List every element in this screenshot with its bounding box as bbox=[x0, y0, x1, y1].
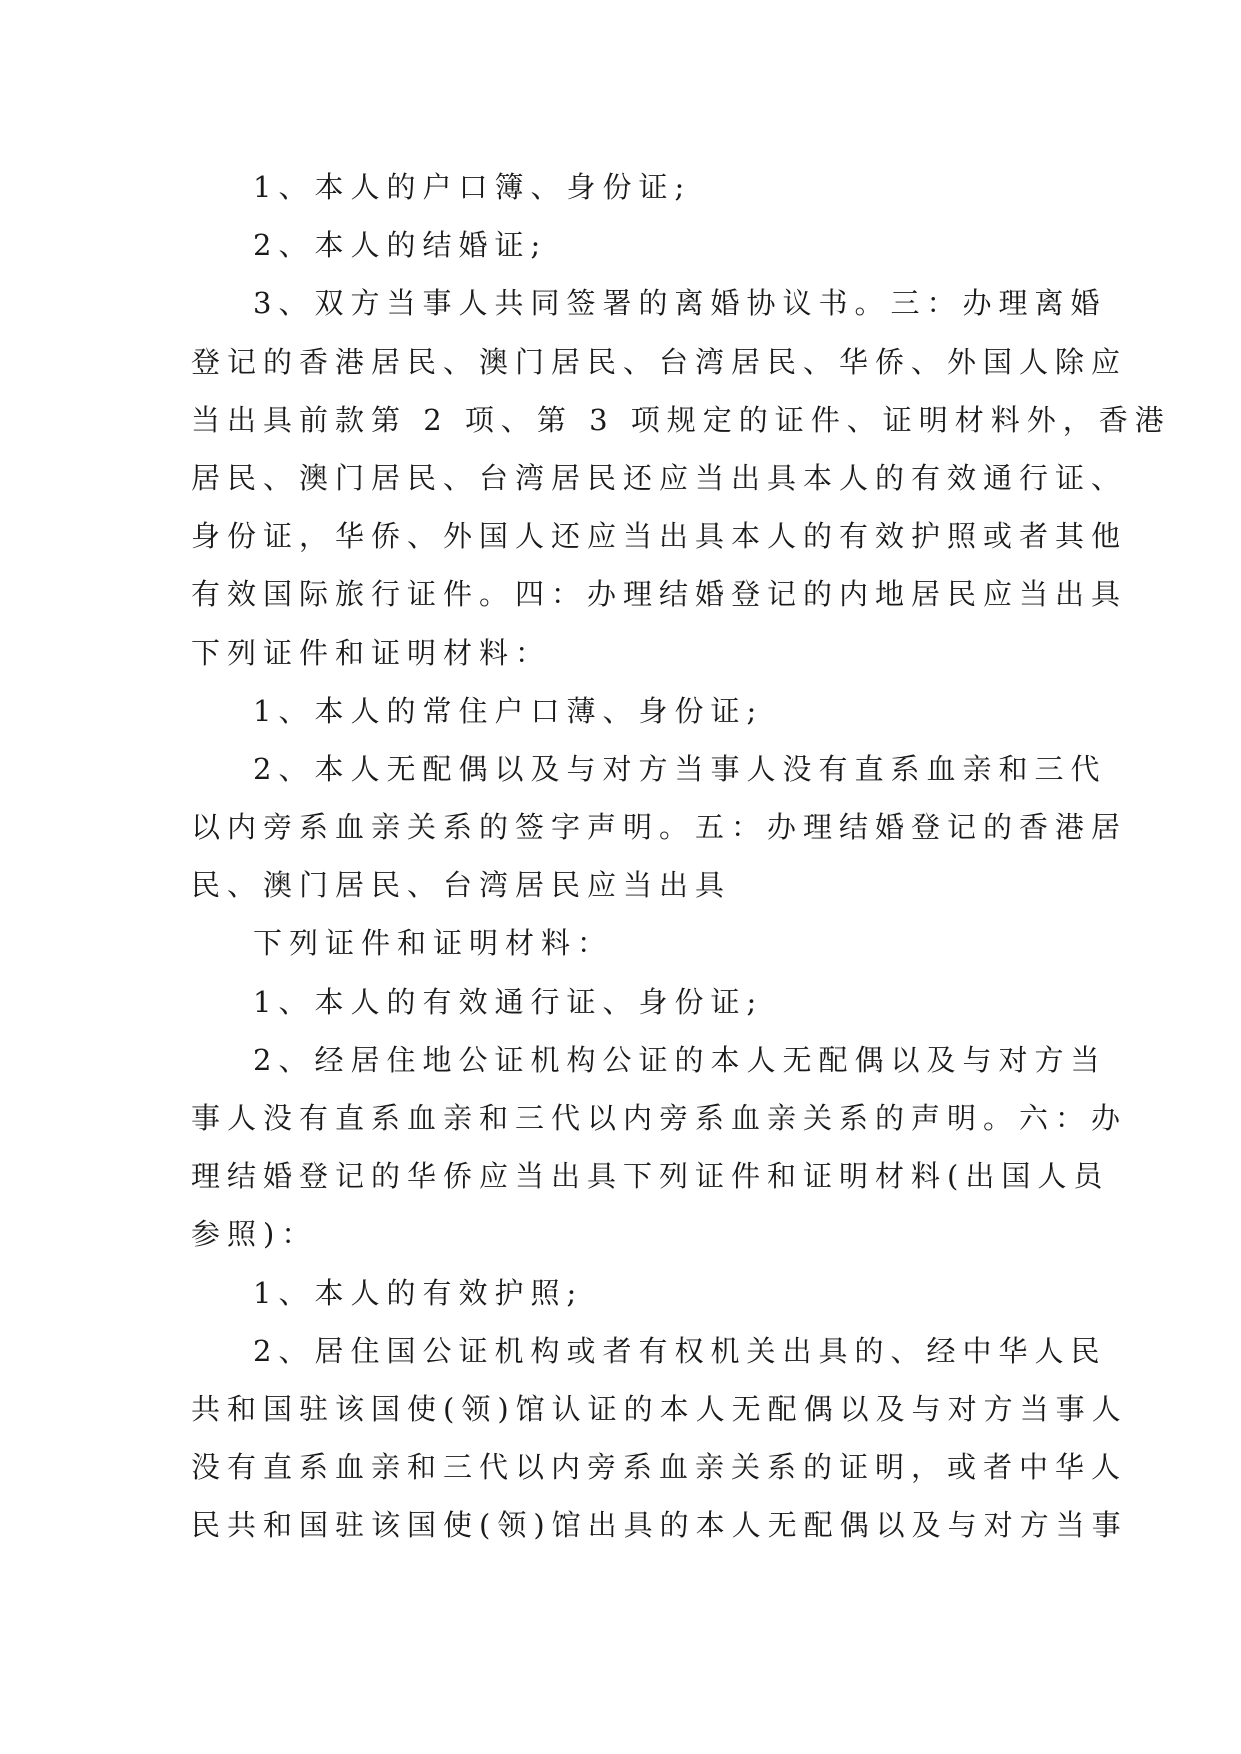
text-line: 2、经居住地公证机构公证的本人无配偶以及与对方当 bbox=[253, 1042, 1107, 1077]
text-line: 1、本人的有效通行证、身份证; bbox=[253, 984, 764, 1019]
text-line: 2、居住国公证机构或者有权机关出具的、经中华人民 bbox=[253, 1333, 1107, 1368]
text-line: 2、本人无配偶以及与对方当事人没有直系血亲和三代 bbox=[253, 751, 1107, 786]
text-line: 以内旁系血亲关系的签字声明。五：办理结婚登记的香港居 bbox=[191, 810, 1128, 845]
text-line: 1、本人的有效护照; bbox=[253, 1275, 584, 1310]
text-line: 理结婚登记的华侨应当出具下列证件和证明材料(出国人员 bbox=[191, 1159, 1110, 1194]
text-line: 民、澳门居民、台湾居民应当出具 bbox=[191, 868, 732, 903]
text-line: 1、本人的常住户口薄、身份证; bbox=[253, 693, 764, 728]
text-line: 民共和国驻该国使(领)馆出具的本人无配偶以及与对方当事 bbox=[191, 1508, 1128, 1543]
text-line: 2、本人的结婚证; bbox=[253, 228, 548, 263]
text-line: 下列证件和证明材料： bbox=[253, 926, 614, 961]
text-line: 当出具前款第 2 项、第 3 项规定的证件、证明材料外，香港 bbox=[191, 402, 1171, 437]
text-line: 事人没有直系血亲和三代以内旁系血亲关系的声明。六：办 bbox=[191, 1101, 1128, 1135]
document-body bbox=[191, 158, 1171, 1555]
text-line: 没有直系血亲和三代以内旁系血亲关系的证明，或者中华人 bbox=[191, 1450, 1128, 1485]
text-line: 居民、澳门居民、台湾居民还应当出具本人的有效通行证、 bbox=[191, 460, 1128, 495]
text-line: 登记的香港居民、澳门居民、台湾居民、华侨、外国人除应 bbox=[191, 344, 1128, 379]
text-line: 1、本人的户口簿、身份证; bbox=[253, 170, 692, 204]
text-line: 身份证，华侨、外国人还应当出具本人的有效护照或者其他 bbox=[191, 519, 1128, 554]
text-line: 下列证件和证明材料： bbox=[191, 635, 552, 670]
text-line: 3、双方当事人共同签署的离婚协议书。三：办理离婚 bbox=[253, 286, 1107, 321]
text-line: 参照)： bbox=[191, 1217, 318, 1252]
text-line: 共和国驻该国使(领)馆认证的本人无配偶以及与对方当事人 bbox=[191, 1391, 1128, 1426]
text-line: 有效国际旅行证件。四：办理结婚登记的内地居民应当出具 bbox=[191, 577, 1128, 612]
